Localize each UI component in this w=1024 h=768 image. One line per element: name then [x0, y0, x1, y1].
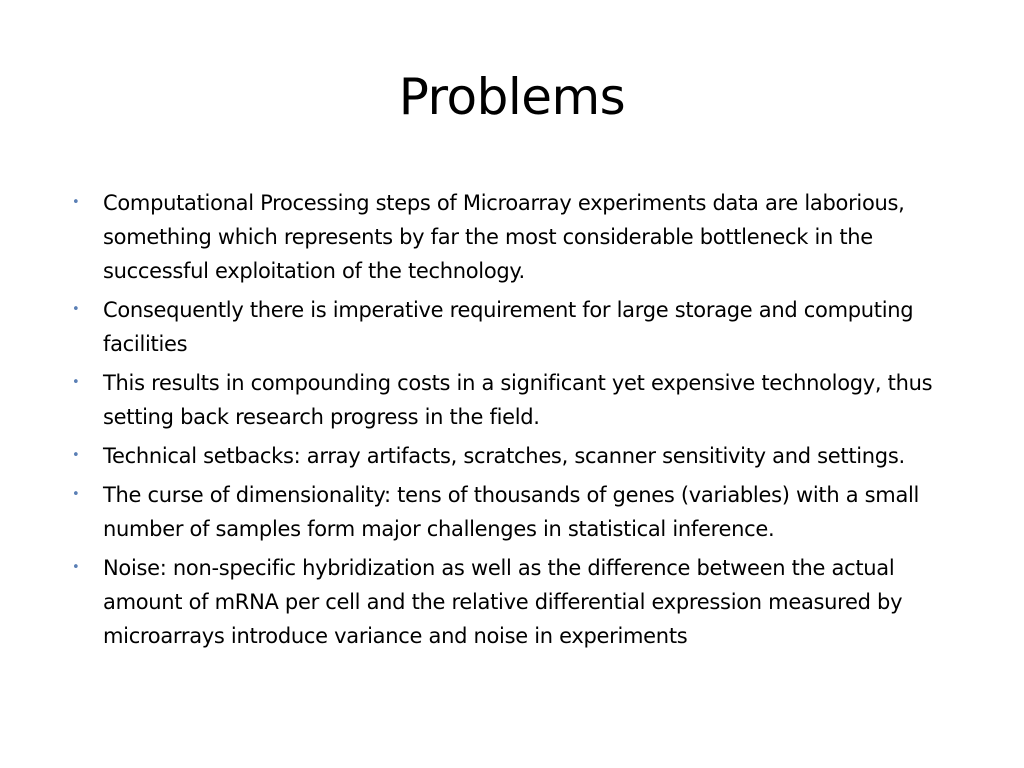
bullet-item [72, 186, 962, 288]
slide-title: Problems [398, 68, 626, 126]
bullet-text: The curse of dimensionality: tens of thousands of genes (variables) with a small number of samples form major challenges in statistical inference. [103, 483, 920, 541]
bullet-icon: • [72, 375, 80, 390]
bullet-text: This results in compounding costs in a significant yet expensive technology, thus setting back research progress in the field. [103, 371, 933, 429]
bullet-item [72, 293, 962, 361]
bullet-text: Technical setbacks: array artifacts, scratches, scanner sensitivity and settings. [103, 444, 905, 468]
bullet-item [72, 551, 962, 653]
bullet-text: Computational Processing steps of Microarray experiments data are laborious, something which represents by far the most considerable bottleneck in the successful exploitation of the technology. [103, 191, 905, 283]
bullet-list [72, 186, 962, 658]
bullet-item [72, 478, 962, 546]
bullet-icon: • [72, 487, 80, 502]
bullet-icon: • [72, 560, 80, 575]
bullet-icon: • [72, 195, 80, 210]
bullet-icon: • [72, 448, 80, 463]
bullet-item [72, 439, 962, 473]
bullet-item [72, 366, 962, 434]
bullet-text: Consequently there is imperative requirement for large storage and computing facilities [103, 298, 914, 356]
bullet-icon: • [72, 302, 80, 317]
bullet-text: Noise: non-specific hybridization as well as the difference between the actual amount of mRNA per cell and the relative differential expression measured by microarrays introduce variance and noise in experiments [103, 556, 903, 648]
